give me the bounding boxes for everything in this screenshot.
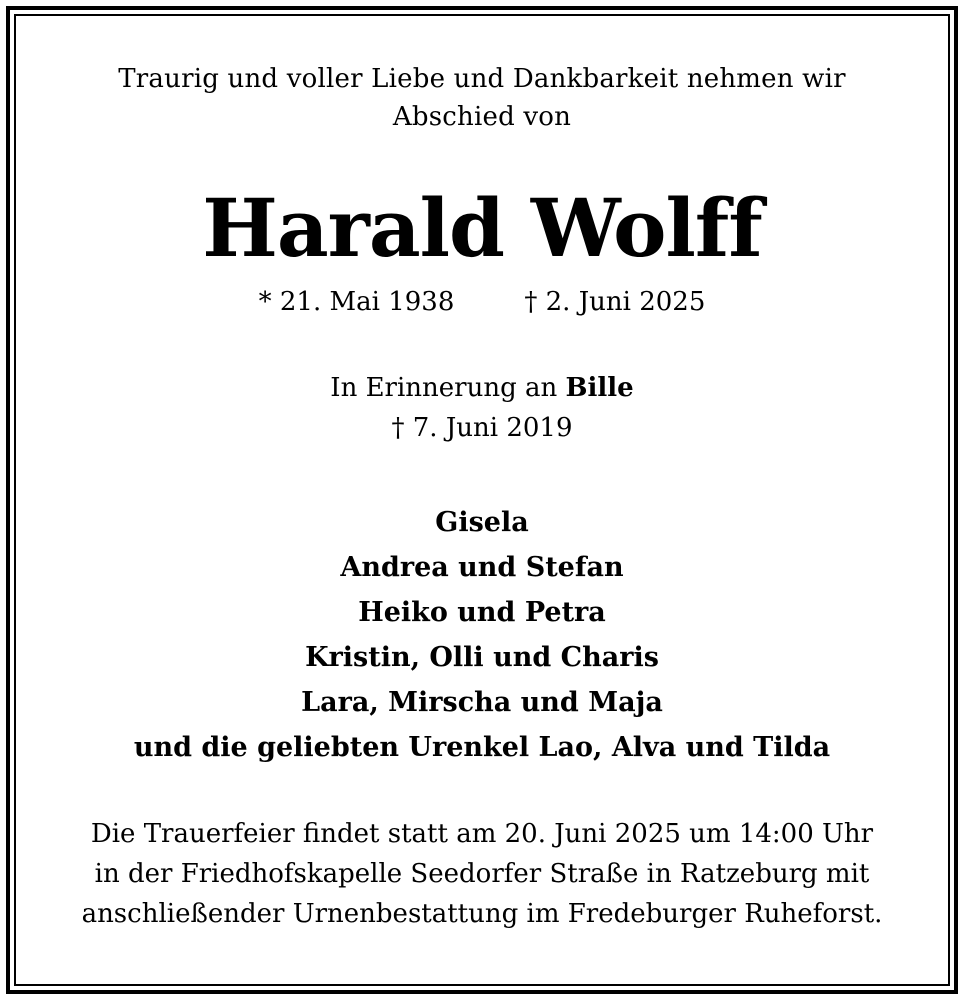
family-member: Lara, Mirscha und Maja bbox=[301, 687, 663, 718]
intro-line-1: Traurig und voller Liebe und Dankbarkeit nehmen wir bbox=[118, 64, 846, 94]
family-member: Heiko und Petra bbox=[358, 597, 606, 628]
family-member: Andrea und Stefan bbox=[340, 552, 624, 583]
family-member: und die geliebten Urenkel Lao, Alva und Tilda bbox=[133, 732, 831, 763]
obituary-notice bbox=[20, 20, 944, 980]
death-date: † 2. Juni 2025 bbox=[524, 287, 706, 317]
ceremony-line-1: Die Trauerfeier findet statt am 20. Juni 2025 um 14:00 Uhr bbox=[90, 819, 874, 849]
life-dates bbox=[20, 284, 944, 320]
family-member: Kristin, Olli und Charis bbox=[305, 642, 659, 673]
birth-date: * 21. Mai 1938 bbox=[258, 287, 455, 317]
ceremony-line-3: anschließender Urnenbestattung im Fredeburger Ruheforst. bbox=[81, 899, 883, 929]
deceased-name: Harald Wolff bbox=[202, 181, 762, 275]
memory-prefix: In Erinnerung an bbox=[330, 373, 558, 403]
memory-name: Bille bbox=[565, 373, 634, 403]
memory-death-date: † 7. Juni 2019 bbox=[391, 413, 573, 443]
family-member: Gisela bbox=[435, 507, 529, 538]
memory-line bbox=[20, 370, 944, 406]
intro-line-2: Abschied von bbox=[392, 102, 572, 132]
ceremony-line-2: in der Friedhofskapelle Seedorfer Straße in Ratzeburg mit bbox=[94, 859, 870, 889]
